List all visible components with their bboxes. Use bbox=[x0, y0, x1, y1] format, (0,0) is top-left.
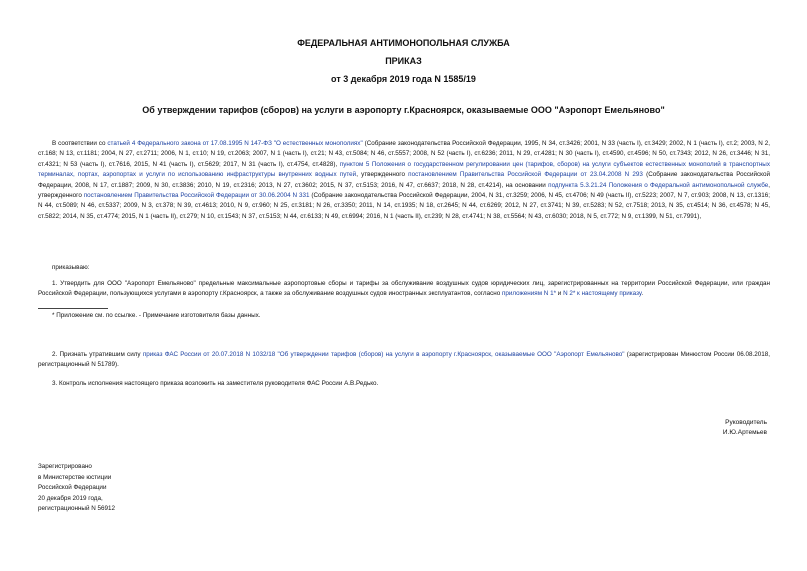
appendix-2-link[interactable]: N 2* к настоящему приказу bbox=[563, 290, 642, 298]
signature-block bbox=[723, 418, 767, 439]
registration-line-4: 20 декабря 2019 года, bbox=[38, 494, 103, 502]
resolution-293-link[interactable]: постановлением Правительства Российской Федерации от 23.04.2008 N 293 bbox=[408, 171, 643, 179]
appendix-1-link[interactable]: приложениям N 1* bbox=[501, 290, 557, 298]
preamble-text-4: (Собрание законодательства Российской Федерации, 2008, N 17, ст.1887; 2009, N 30, ст.3836; 2010, N 19, ст.2316; 2013, N 27, ст.3602; 2015, N 37, ст.5153; 2016, N 47, ст.6637; 2018, N 28, ст.4214), на основании bbox=[38, 171, 770, 189]
item-1-mid: и bbox=[556, 290, 564, 298]
preamble-text-5: , утвержденного bbox=[38, 181, 771, 200]
preamble-text-3: , утвержденного bbox=[356, 171, 409, 179]
registration-line-5: регистрационный N 56912 bbox=[38, 505, 116, 513]
item-2-paragraph bbox=[38, 350, 770, 371]
subpoint-fas-regulation-link[interactable]: подпункта 5.3.21.24 Положения о Федеральной антимонопольной службе bbox=[548, 181, 769, 189]
registration-line-3: Российской Федерации bbox=[38, 484, 107, 492]
document-title: Об утверждении тарифов (сборов) на услуги в аэропорту г.Красноярск, оказываемые ООО "Аэропорт Емельяново" bbox=[142, 105, 665, 115]
agency-heading: ФЕДЕРАЛЬНАЯ АНТИМОНОПОЛЬНАЯ СЛУЖБА bbox=[297, 38, 510, 48]
resolution-331-link[interactable]: постановлением Правительства Российской Федерации от 30.06.2004 N 331 bbox=[83, 192, 310, 200]
preamble-paragraph bbox=[38, 139, 770, 222]
item-2-text-1: 2. Признать утратившим силу bbox=[52, 351, 143, 358]
item-3-paragraph: 3. Контроль исполнения настоящего приказа возложить на заместителя руководителя ФАС России А.В.Редько. bbox=[52, 380, 379, 387]
doc-type-heading: ПРИКАЗ bbox=[385, 56, 422, 66]
registration-line-2: в Министерстве юстиции bbox=[38, 473, 112, 481]
preamble-text-6: (Собрание законодательства Российской Федерации, 2004, N 31, ст.3259; 2006, N 45, ст.4706; N 49 (часть II), ст.5223; 2007, N 7, ст.903; 2008, N 13, ст.1316; N 44, ст.5089; N 46, ст.5337; 2009, N 3, ст.378; N 39, ст.4613; 2010, N 9, ст.960; N 25, ст.3181; N 26, ст.3350; 2011, N 14, ст.1935; N 18, ст.2645; N 44, ст.6269; 2012, N 27, ст.3741; N 39, ст.5283; N 52, ст.7518; 2013, N 35, ст.4514; N 36, ст.4578; N 45, ст.5822; 2014, N 35, ст.4774; 2015, N 1 (часть II), ст.279; N 10, ст.1543; N 37, ст.5153; N 44, ст.6133; N 49, ст.6994; 2016, N 1 (часть II), ст.239; N 28, ст.4741; N 38, ст.5564; N 43, ст.6030; 2018, N 5, ст.772; N 9, ст.1399, N 51, ст.7991), bbox=[38, 192, 770, 220]
item-1-text: 1. Утвердить для ООО "Аэропорт Емельяново" предельные максимальные аэропортовые сборы и тарифы за обслуживание воздушных судов юридических лиц, зарегистрированных на территории Российской Федерации, или граждан Российской Федерации, пользующихся услугами в аэропорту г.Красноярск, а также за обслуживание воздушных судов иностранных эксплуатантов, согласно bbox=[38, 280, 770, 298]
doc-date-number: от 3 декабря 2019 года N 1585/19 bbox=[331, 74, 476, 84]
registration-line-1: Зарегистрировано bbox=[38, 463, 92, 470]
preamble-text-1: В соответствии со bbox=[52, 140, 108, 147]
regulation-point5-link[interactable]: пунктом 5 Положения о государственном регулировании цен (тарифов, сборов) на услуги субъектов естественных монополий в транспортных терминалах, портах, аэропортах и услуги по использованию инфраструктуры внутренних водных путей bbox=[38, 160, 770, 179]
preamble-text-2: (Собрание законодательства Российской Федерации, 1995, N 34, ст.3426; 2001, N 33 (часть I), ст.3429; 2002, N 1 (часть I), ст.2; 2003, N 2, ст.168; N 13, ст.1181; 2004, N 27, ст.2711; 2006, N 1, ст.10; N 19, ст.2063; 2007, N 1 (часть I), ст.21; N 43, ст.5084; N 46, ст.5557; 2008, N 52 (часть I), ст.6236; 2011, N 29, ст.4281; N 30 (часть I), ст.4590, ст.4596; N 50, ст.7343; 2012, N 26, ст.3446; N 31, ст.4321; N 53 (часть I), ст.7616, 2015, N 41 (часть I), ст.5629; 2017, N 31 (часть I), ст.4754, ст.4828), bbox=[38, 140, 770, 168]
registration-block bbox=[38, 462, 115, 515]
footnote-divider bbox=[38, 308, 108, 309]
signer-position: Руководитель bbox=[725, 419, 767, 426]
orders-word: приказываю: bbox=[52, 264, 90, 271]
law-147fz-link[interactable]: статьей 4 Федерального закона от 17.08.1995 N 147-ФЗ "О естественных монополиях" bbox=[107, 140, 363, 147]
signer-name: И.Ю.Артемьев bbox=[722, 429, 767, 437]
item-1-end: . bbox=[641, 290, 644, 298]
item-1-paragraph bbox=[38, 279, 770, 300]
footnote: * Приложение см. по ссылке. - Примечание изготовителя базы данных. bbox=[52, 312, 261, 319]
fas-order-1032-link[interactable]: приказ ФАС России от 20.07.2018 N 1032/18 "Об утверждении тарифов (сборов) на услуги в аэропорту г.Красноярск, оказываемые ООО "Аэропорт Емельяново" bbox=[142, 351, 625, 358]
item-2-text-2: (зарегистрирован Минюстом России 06.08.2018, регистрационный N 51789). bbox=[38, 351, 770, 369]
